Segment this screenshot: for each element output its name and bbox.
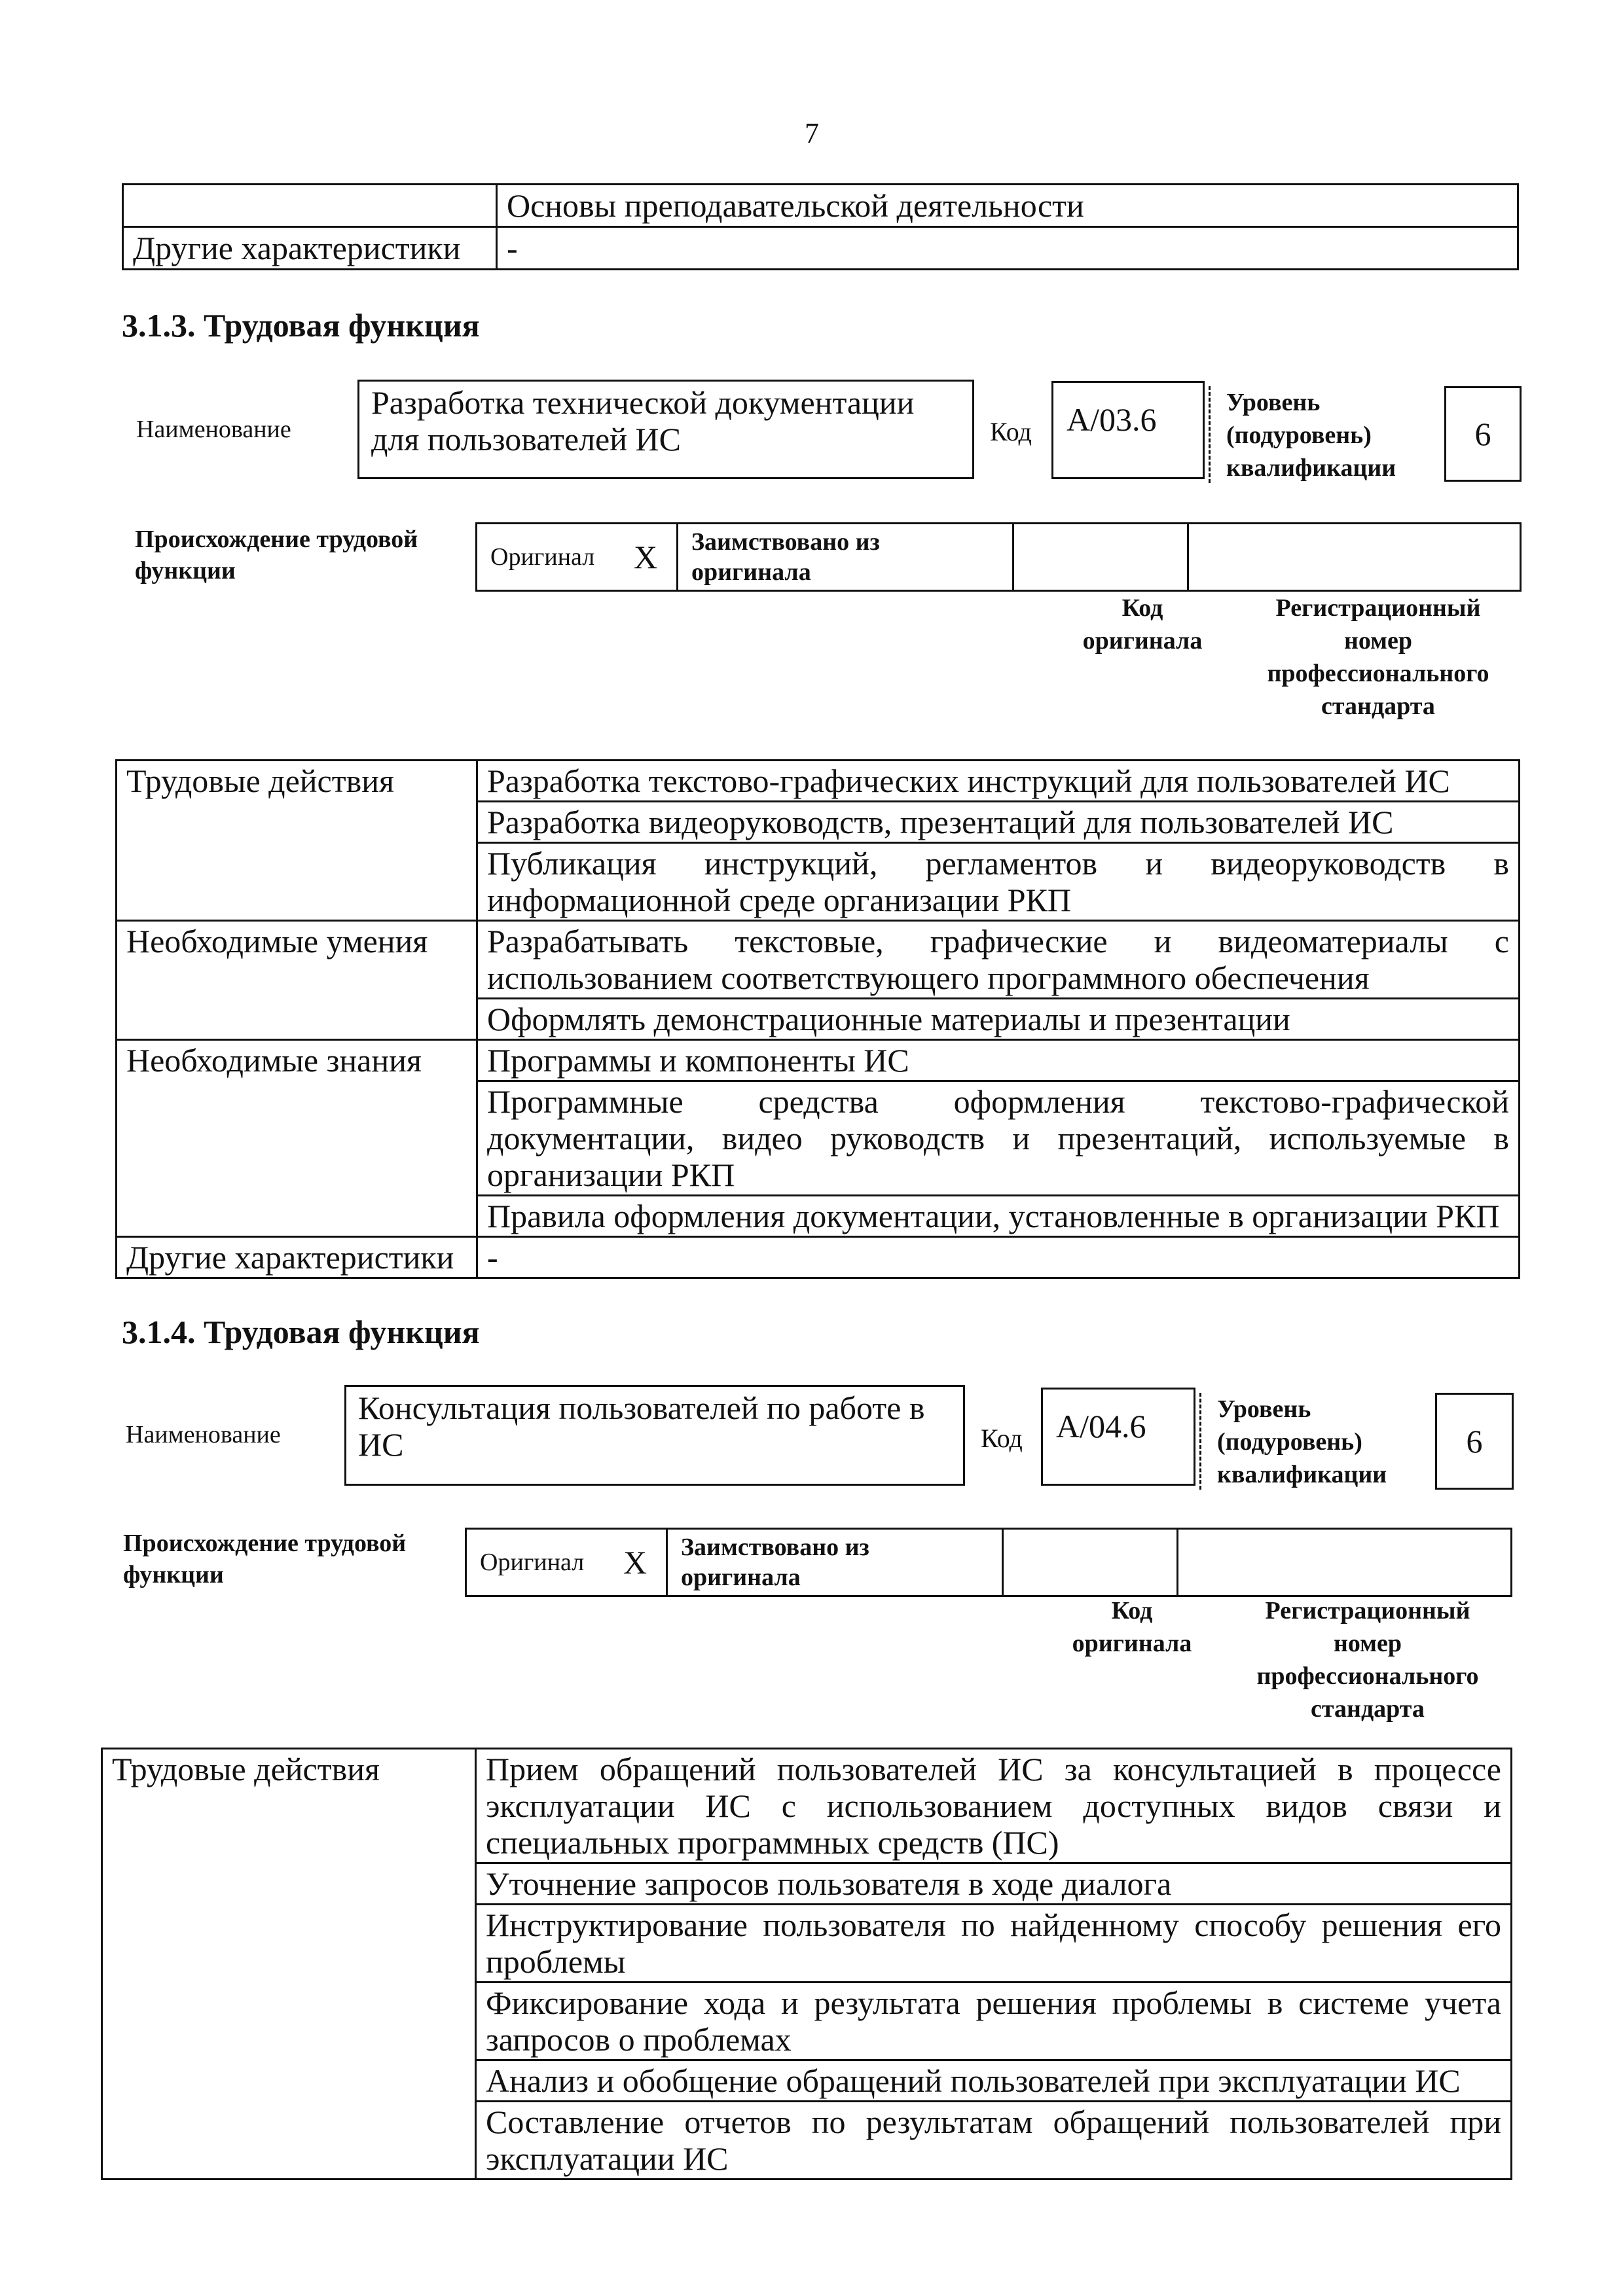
qualification-level-line: квалификации [1226, 454, 1396, 482]
origin-table [465, 1528, 1512, 1597]
caption-line: стандарта [1311, 1695, 1425, 1723]
qualification-level-line: Уровень [1226, 389, 1321, 416]
code-label: Код [981, 1424, 1023, 1453]
table-cell: Разрабатывать текстовые, графические и видеоматериалы с использованием соответствующего программного обеспечения [477, 921, 1520, 999]
table-row [123, 227, 1518, 270]
table-cell: Составление отчетов по результатам обращений пользователей при эксплуатации ИС [476, 2102, 1512, 2179]
original-code-caption [1037, 1594, 1227, 1660]
table-cell: Правила оформления документации, установленные в организации РКП [477, 1196, 1520, 1237]
labor-actions-label: Трудовые действия [102, 1749, 476, 2179]
table-row [477, 524, 1521, 591]
qualification-level-box: 6 [1444, 386, 1522, 482]
table-row [117, 761, 1520, 802]
table-cell-label: Другие характеристики [123, 227, 497, 270]
table-cell: Программные средства оформления текстово-графической документации, видео руководств и презентаций, используемые в организации РКП [477, 1081, 1520, 1196]
section-title: 3.1.4. Трудовая функция [122, 1314, 480, 1350]
registration-number-cell [1188, 524, 1521, 591]
caption-line: Регистрационный [1265, 1597, 1470, 1624]
table-cell: Публикация инструкций, регламентов и видеоруководств в информационной среде организации РКП [477, 843, 1520, 921]
caption-line: Код [1111, 1597, 1153, 1624]
page-number: 7 [805, 117, 819, 149]
caption-line: профессионального [1267, 660, 1489, 687]
origin-label [123, 1528, 406, 1590]
section-title: 3.1.3. Трудовая функция [122, 307, 480, 344]
caption-line: Код [1122, 594, 1163, 622]
caption-line: оригинала [1082, 627, 1203, 655]
table-row [466, 1529, 1512, 1596]
function-name-line: Консультация пользователей по работе в [358, 1390, 925, 1426]
table-cell: Анализ и обобщение обращений пользователей при эксплуатации ИС [476, 2060, 1512, 2102]
original-mark: X [604, 1529, 667, 1596]
qualification-level-label [1209, 386, 1396, 483]
origin-label-line: Происхождение трудовой [135, 526, 418, 553]
table-cell: Программы и компоненты ИС [477, 1040, 1520, 1081]
qualification-level-line: (подуровень) [1226, 422, 1372, 449]
name-label: Наименование [126, 1421, 281, 1448]
code-label: Код [990, 417, 1032, 446]
caption-line: профессионального [1256, 1662, 1479, 1690]
caption-line: оригинала [1072, 1630, 1192, 1657]
origin-table [475, 522, 1522, 592]
original-code-cell [1013, 524, 1188, 591]
origin-label-line: функции [123, 1561, 224, 1588]
other-characteristics-label: Другие характеристики [117, 1237, 477, 1278]
knowledge-label: Необходимые знания [117, 1040, 477, 1237]
function-name-line: Разработка технической документации [371, 384, 915, 421]
caption-line: номер [1343, 627, 1413, 655]
registration-number-caption [1237, 592, 1519, 723]
qualification-level-line: Уровень [1217, 1395, 1311, 1423]
table-row [102, 1749, 1512, 1863]
function-details-table [101, 1748, 1512, 2180]
table-cell: - [477, 1237, 1520, 1278]
table-row [117, 921, 1520, 999]
original-label: Оригинал [477, 524, 615, 591]
function-details-table [115, 759, 1520, 1279]
borrowed-label-line: Заимствовано из [681, 1534, 869, 1561]
registration-number-caption [1227, 1594, 1508, 1725]
function-name-box [357, 380, 974, 479]
original-label: Оригинал [466, 1529, 605, 1596]
table-cell: Инструктирование пользователя по найденному способу решения его проблемы [476, 1905, 1512, 1982]
borrowed-label-line: оригинала [681, 1564, 801, 1591]
original-code-caption [1048, 592, 1237, 657]
table-cell-label [123, 185, 497, 227]
caption-line: Регистрационный [1275, 594, 1481, 622]
labor-actions-label: Трудовые действия [117, 761, 477, 921]
function-name-line: ИС [358, 1426, 404, 1463]
table-cell: Разработка текстово-графических инструкций для пользователей ИС [477, 761, 1520, 802]
borrowed-label-line: оригинала [691, 558, 811, 586]
table-cell: Прием обращений пользователей ИС за консультацией в процессе эксплуатации ИС с использованием доступных видов связи и специальных программных средств (ПС) [476, 1749, 1512, 1863]
caption-line: стандарта [1321, 692, 1435, 720]
origin-label-line: функции [135, 557, 236, 584]
borrowed-label [678, 524, 1013, 591]
qualification-level-line: (подуровень) [1217, 1428, 1362, 1456]
registration-number-cell [1178, 1529, 1512, 1596]
table-cell: Оформлять демонстрационные материалы и презентации [477, 999, 1520, 1040]
borrowed-label [667, 1529, 1003, 1596]
function-code-box: А/03.6 [1051, 381, 1205, 479]
function-name-box [344, 1385, 965, 1486]
table-cell: Уточнение запросов пользователя в ходе диалога [476, 1863, 1512, 1905]
table-row [117, 1237, 1520, 1278]
qualification-level-label [1199, 1393, 1387, 1490]
table-cell: Фиксирование хода и результата решения проблемы в системе учета запросов о проблемах [476, 1982, 1512, 2060]
continuation-table [122, 183, 1519, 270]
name-label: Наименование [136, 416, 291, 443]
function-name-line: для пользователей ИС [371, 421, 681, 457]
origin-label [135, 524, 418, 586]
function-code-box: А/04.6 [1041, 1388, 1195, 1486]
table-row [123, 185, 1518, 227]
table-cell-value: Основы преподавательской деятельности [497, 185, 1518, 227]
caption-line: номер [1333, 1630, 1402, 1657]
table-cell: Разработка видеоруководств, презентаций для пользователей ИС [477, 802, 1520, 843]
qualification-level-line: квалификации [1217, 1461, 1387, 1488]
original-code-cell [1003, 1529, 1178, 1596]
table-cell-value: - [497, 227, 1518, 270]
qualification-level-box: 6 [1435, 1393, 1514, 1490]
skills-label: Необходимые умения [117, 921, 477, 1040]
table-row [117, 1040, 1520, 1081]
origin-label-line: Происхождение трудовой [123, 1530, 407, 1557]
original-mark: X [615, 524, 678, 591]
borrowed-label-line: Заимствовано из [691, 528, 880, 556]
